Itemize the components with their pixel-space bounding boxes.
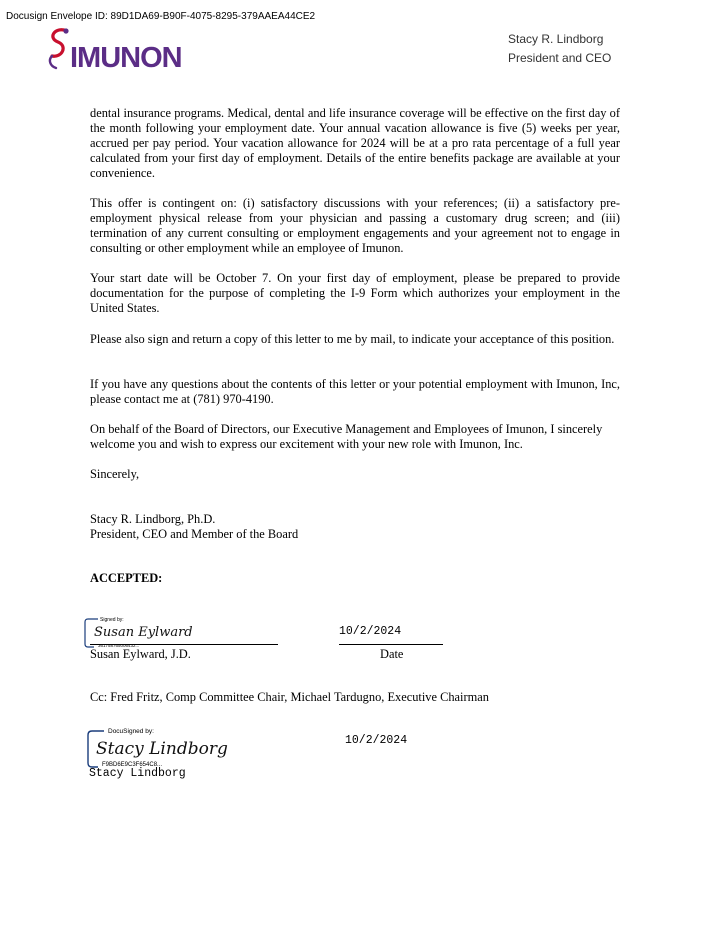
letterhead-sender: [508, 30, 611, 68]
sender-name: Stacy R. Lindborg: [508, 32, 604, 46]
date-underline: [339, 644, 443, 645]
paragraph-contingency: This offer is contingent on: (i) satisfactory discussions with your references; (ii) a satisfactory pre-employment physical release from your physician and passing a customary drug screen; and (iii) termination of any current consulting or employment engagements and your agreement not to engage in consulting or other employment while an employee of Imunon.: [90, 196, 620, 255]
acceptance-date-value: 10/2/2024: [339, 625, 402, 638]
docusign-printed-name: Stacy Lindborg: [89, 767, 186, 780]
paragraph-questions: If you have any questions about the contents of this letter or your potential employment with Imunon, Inc, please contact me at (781) 970-4190.: [90, 377, 620, 406]
sender-title: President and CEO: [508, 51, 612, 65]
susan-signature-script: Susan Eylward: [94, 625, 193, 640]
closing: Sincerely,: [90, 467, 140, 481]
docusign-id: F9BD6E9C3F654C8...: [102, 762, 163, 768]
signer-title: President, CEO and Member of the Board: [90, 527, 299, 541]
date-label: Date: [380, 647, 404, 661]
acceptance-signer-name: Susan Eylward, J.D.: [90, 647, 191, 661]
signature-id: 361758765006432...: [98, 643, 140, 648]
signer-name: Stacy R. Lindborg, Ph.D.: [90, 512, 216, 526]
cc-line: Cc: Fred Fritz, Comp Committee Chair, Michael Tardugno, Executive Chairman: [90, 690, 489, 704]
docusign-envelope-id: Docusign Envelope ID: 89D1DA69-B90F-4075-8295-379AAEA44CE2: [6, 11, 316, 22]
signed-by-label: Signed by:: [100, 617, 124, 623]
docusign-signature: [86, 727, 228, 771]
paragraph-benefits: dental insurance programs. Medical, dental and life insurance coverage will be effective on the first day of the month following your employment date. Your annual vacation allowance is five (5) weeks per year, accrued per pay period. Your vacation allowance for 2024 will be at a pro rata percentage of a full year calculated from your first day of employment. Details of the entire benefits package are available at your convenience.: [90, 106, 620, 180]
docusigned-by-label: DocuSigned by:: [108, 728, 154, 735]
paragraph-welcome: On behalf of the Board of Directors, our Executive Management and Employees of Imunon, I sincerely welcome you and wish to express our excitement with your new role with Imunon, Inc.: [90, 422, 603, 451]
imunon-logo: [42, 26, 182, 76]
accepted-heading: ACCEPTED:: [90, 571, 163, 585]
signature-underline: [90, 644, 278, 645]
paragraph-sign-return: Please also sign and return a copy of this letter to me by mail, to indicate your acceptance of this position.: [90, 332, 615, 346]
paragraph-start-date: Your start date will be October 7. On your first day of employment, please be prepared to provide documentation for the purpose of completing the I-9 Form which authorizes your employment in the United States.: [90, 271, 620, 315]
stacy-signature-script: Stacy Lindborg: [96, 739, 228, 759]
docusign-date-value: 10/2/2024: [345, 734, 408, 747]
logo-wordmark: IMUNON: [70, 42, 182, 74]
